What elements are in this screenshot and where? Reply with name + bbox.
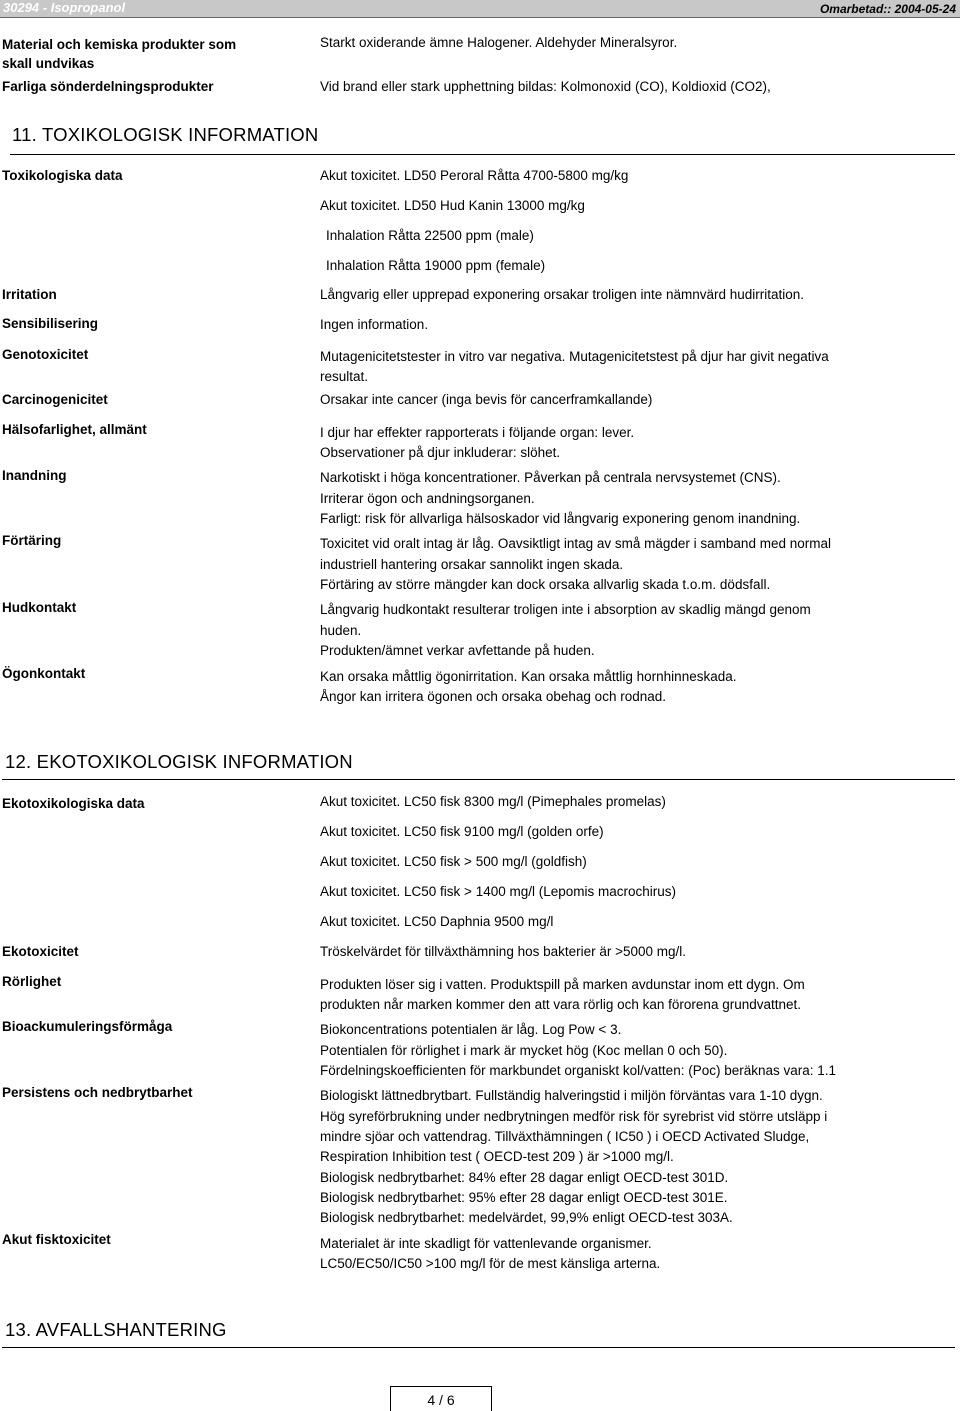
row-label: Bioackumuleringsförmåga [2,1019,173,1034]
section-divider [2,1347,955,1348]
row-value: Ingen information. [320,317,429,332]
row-label: Genotoxicitet [2,347,89,362]
page-number-box [390,1386,492,1411]
row-label: Ekotoxikologiska data [2,796,145,811]
row-value: LC50/EC50/IC50 >100 mg/l för de mest känsliga arterna. [320,1256,661,1271]
row-label: Farliga sönderdelningsprodukter [2,79,214,94]
section-heading: 13. AVFALLSHANTERING [5,1319,227,1340]
page-header [0,0,960,18]
section-divider [10,154,955,155]
row-value: produkten når marken kommer den att vara rörlig och kan förorena grundvattnet. [320,997,802,1012]
row-value: Observationer på djur inkluderar: slöhet. [320,445,561,460]
row-value: Biologisk nedbrytbarhet: 84% efter 28 dagar enligt OECD-test 301D. [320,1170,729,1185]
row-value: huden. [320,623,362,638]
row-value: Potentialen för rörlighet i mark är mycket hög (Koc mellan 0 och 50). [320,1043,728,1058]
row-value: Långvarig eller upprepad exponering orsakar troligen inte nämnvärd hudirritation. [320,287,805,302]
row-value: Akut toxicitet. LC50 fisk 8300 mg/l (Pimephales promelas) [320,794,666,809]
document-title: 30294 - Isopropanol [3,0,126,15]
row-value: resultat. [320,369,369,384]
row-value: Materialet är inte skadligt för vattenlevande organismer. [320,1236,652,1251]
row-label: Sensibilisering [2,316,99,331]
row-value: Akut toxicitet. LC50 fisk > 1400 mg/l (Lepomis macrochirus) [320,884,677,899]
row-value: Produkten löser sig i vatten. Produktspill på marken avdunstar inom ett dygn. Om [320,977,805,992]
row-value: Vid brand eller stark upphettning bildas: Kolmonoxid (CO), Koldioxid (CO2), [320,79,771,94]
row-label: Material och kemiska produkter som [2,37,237,52]
row-value: Fördelningskoefficienten för markbundet organiskt kol/vatten: (Poc) beräknas vara: 1.1 [320,1063,837,1078]
row-value: Biokoncentrations potentialen är låg. Log Pow < 3. [320,1022,622,1037]
row-value: Inhalation Råtta 19000 ppm (female) [326,258,546,273]
row-label: Hudkontakt [2,600,77,615]
row-value: Akut toxicitet. LD50 Hud Kanin 13000 mg/kg [320,198,585,213]
row-value: Orsakar inte cancer (inga bevis för cancerframkallande) [320,392,653,407]
row-value: Långvarig hudkontakt resulterar troligen inte i absorption av skadlig mängd genom [320,602,811,617]
row-value: mindre sjöar och vattendrag. Tillväxthämningen ( IC50 ) i OECD Activated Sludge, [320,1129,810,1144]
row-label: Irritation [2,287,57,302]
row-value: Akut toxicitet. LC50 fisk 9100 mg/l (golden orfe) [320,824,604,839]
section-divider [2,779,955,780]
row-value: Akut toxicitet. LC50 fisk > 500 mg/l (goldfish) [320,854,587,869]
row-label: Rörlighet [2,974,62,989]
row-value: Mutagenicitetstester in vitro var negativa. Mutagenicitetstest på djur har givit negativa [320,349,829,364]
page-number: 4 / 6 [427,1392,455,1408]
row-label: Ögonkontakt [2,666,86,681]
row-label: Persistens och nedbrytbarhet [2,1085,193,1100]
row-value: industriell hantering orsakar sannolikt ingen skada. [320,557,624,572]
row-value: Narkotiskt i höga koncentrationer. Påverkan på centrala nervsystemet (CNS). [320,470,781,485]
row-label: Ekotoxicitet [2,944,79,959]
row-label: Förtäring [2,533,62,548]
row-value: Farligt: risk för allvarliga hälsoskador vid långvarig exponering genom inandning. [320,511,801,526]
revision-date: Omarbetad:: 2004-05-24 [819,2,956,16]
section-heading: 11. TOXIKOLOGISK INFORMATION [12,124,319,145]
row-label: Inandning [2,468,67,483]
row-value: Starkt oxiderande ämne Halogener. Aldehyder Mineralsyror. [320,35,678,50]
row-value: Biologisk nedbrytbarhet: 95% efter 28 dagar enligt OECD-test 301E. [320,1190,728,1205]
row-value: Biologiskt lättnedbrytbart. Fullständig halveringstid i miljön förväntas vara 1-10 dygn. [320,1088,823,1103]
row-value: Förtäring av större mängder kan dock orsaka allvarlig skada t.o.m. dödsfall. [320,577,771,592]
row-value: Biologisk nedbrytbarhet: medelvärdet, 99,9% enligt OECD-test 303A. [320,1210,733,1225]
row-value: I djur har effekter rapporterats i följande organ: lever. [320,425,635,440]
row-value: Toxicitet vid oralt intag är låg. Oavsiktligt intag av små mägder i samband med normal [320,536,831,551]
row-value: Hög syreförbrukning under nedbrytningen medför risk för syrebrist vid större utsläpp i [320,1109,828,1124]
row-value: Respiration Inhibition test ( OECD-test 209 ) är >1000 mg/l. [320,1149,674,1164]
row-label: skall undvikas [2,56,95,71]
row-value: Tröskelvärdet för tillväxthämning hos bakterier är >5000 mg/l. [320,944,687,959]
row-value: Akut toxicitet. LD50 Peroral Råtta 4700-5800 mg/kg [320,168,629,183]
row-value: Akut toxicitet. LC50 Daphnia 9500 mg/l [320,914,554,929]
row-value: Produkten/ämnet verkar avfettande på huden. [320,643,595,658]
row-value: Ångor kan irritera ögonen och orsaka obehag och rodnad. [320,689,666,704]
row-label: Carcinogenicitet [2,392,108,407]
section-heading: 12. EKOTOXIKOLOGISK INFORMATION [5,751,353,772]
row-label: Hälsofarlighet, allmänt [2,422,147,437]
row-value: Irriterar ögon och andningsorganen. [320,491,535,506]
row-label: Akut fisktoxicitet [2,1232,111,1247]
row-label: Toxikologiska data [2,168,123,183]
row-value: Kan orsaka måttlig ögonirritation. Kan orsaka måttlig hornhinneskada. [320,669,737,684]
row-value: Inhalation Råtta 22500 ppm (male) [326,228,534,243]
